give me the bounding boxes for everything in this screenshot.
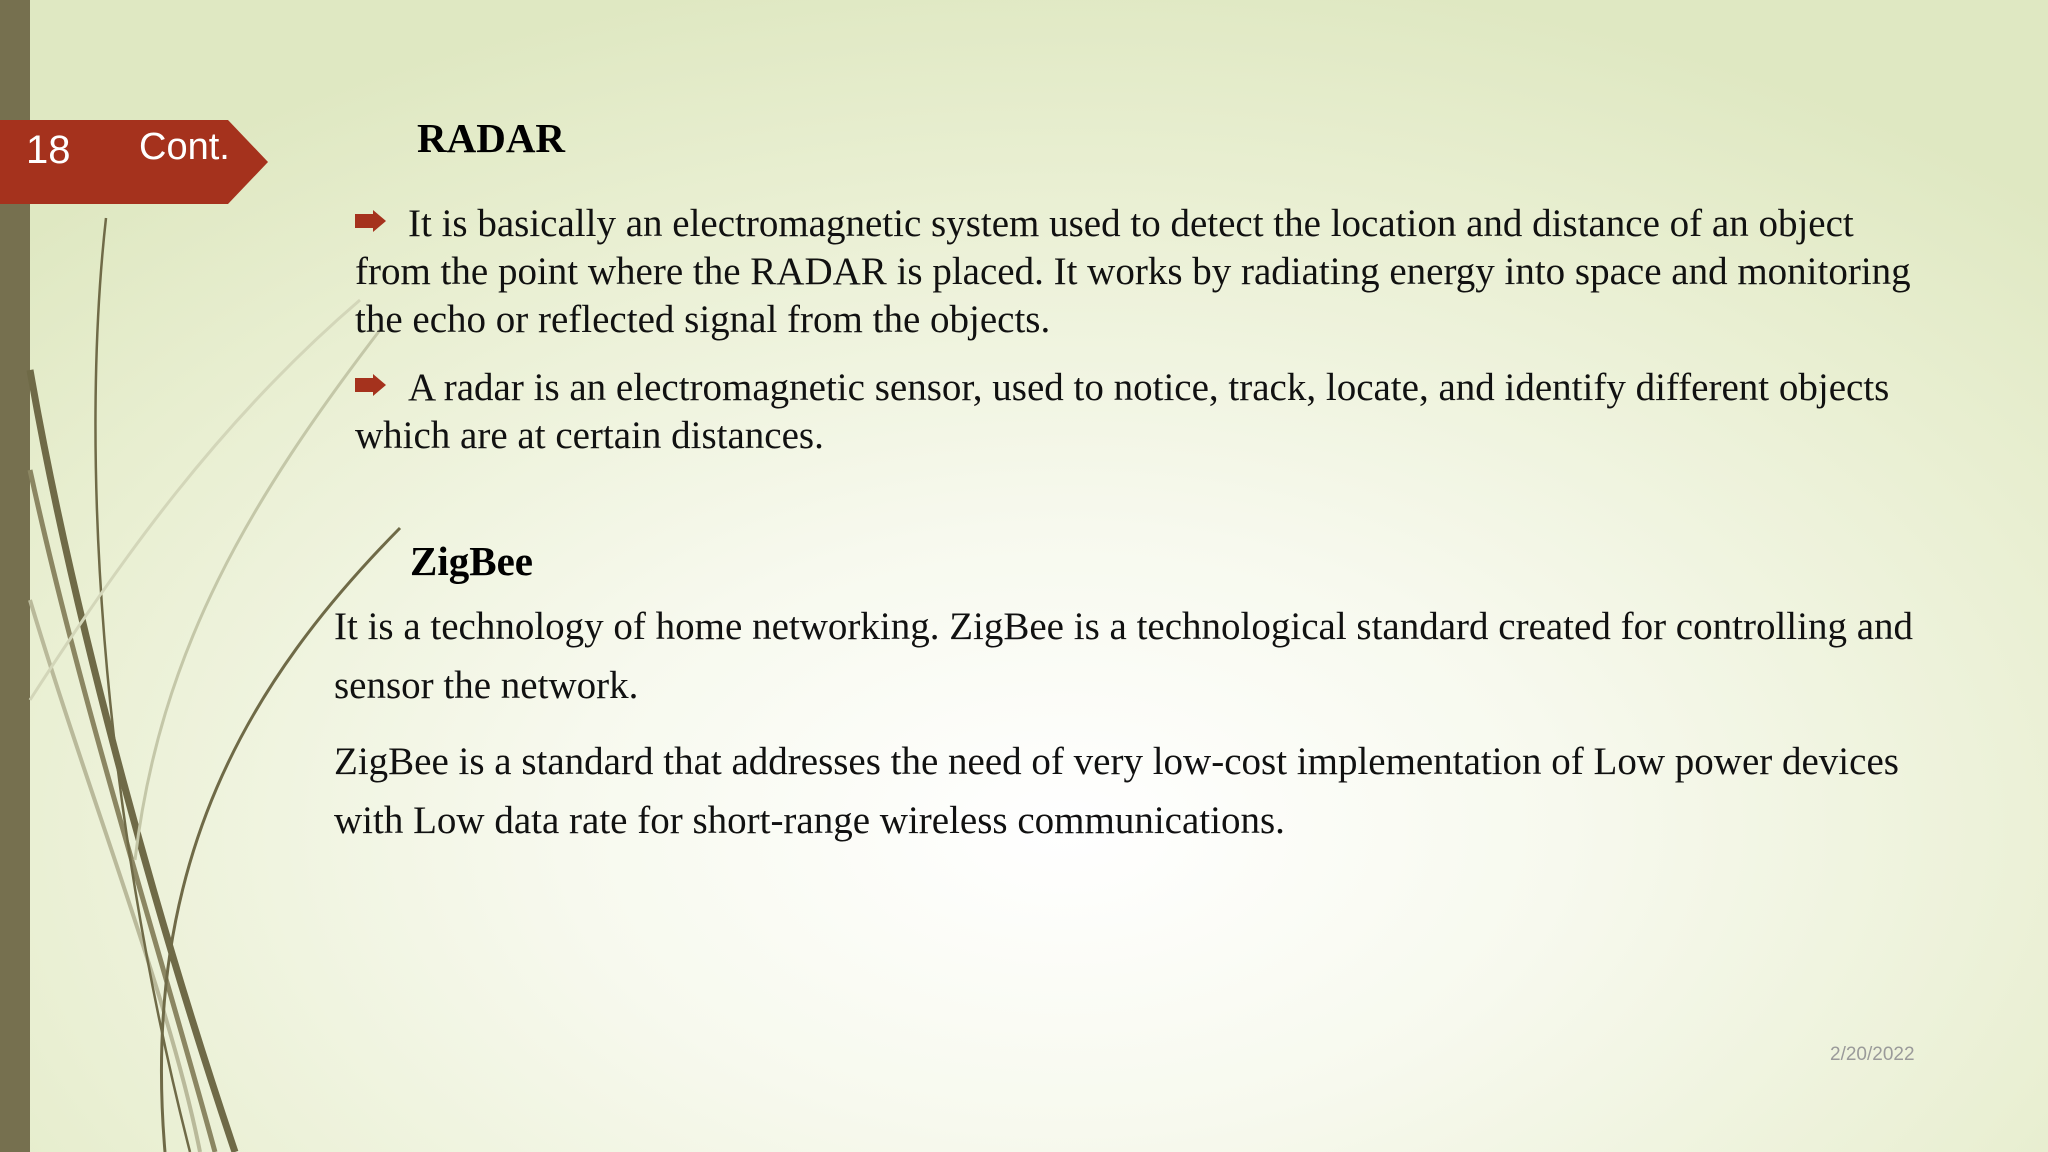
radar-heading: RADAR bbox=[417, 115, 566, 161]
zigbee-paragraph-2: ZigBee is a standard that addresses the need of very low-cost implementation of Low power devices with Low data rate for short-range wireless communications. bbox=[334, 740, 1899, 842]
arrow-bullet-icon bbox=[355, 210, 386, 232]
radar-bullet-1-text: It is basically an electromagnetic system used to detect the location and distance of an object from the point where the RADAR is placed. It works by radiating energy into space and monitoring the echo or reflected signal from the objects. bbox=[355, 202, 1911, 341]
radar-bullet-1 bbox=[355, 200, 1915, 344]
arrow-bullet-icon bbox=[355, 374, 386, 396]
slide-tag-label: Cont. bbox=[139, 126, 230, 168]
zigbee-paragraph-1: It is a technology of home networking. ZigBee is a technological standard created for controlling and sensor the network. bbox=[334, 605, 1914, 707]
slide-number: 18 bbox=[26, 128, 71, 172]
radar-bullet-2-text: A radar is an electromagnetic sensor, used to notice, track, locate, and identify different objects which are at certain distances. bbox=[355, 366, 1890, 457]
slide-date: 2/20/2022 bbox=[1830, 1044, 1915, 1065]
zigbee-heading: ZigBee bbox=[410, 538, 533, 584]
radar-bullet-2 bbox=[355, 364, 1915, 460]
